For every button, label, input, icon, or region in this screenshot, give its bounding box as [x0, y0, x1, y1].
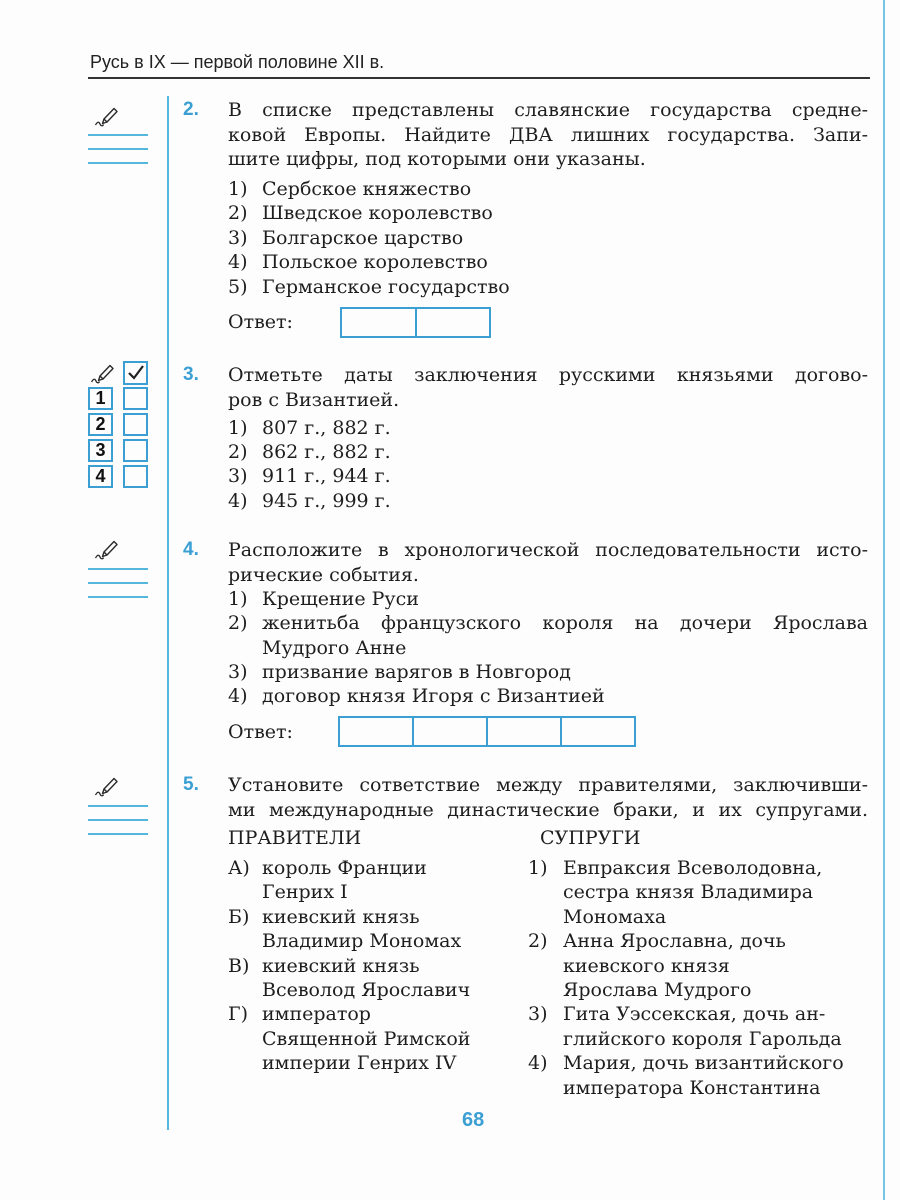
q2-option — [228, 177, 510, 201]
q5-number: 5. — [183, 774, 199, 795]
margin-number-box: 4 — [88, 465, 113, 488]
pencil-icon — [90, 362, 116, 384]
option-number: 5) — [228, 275, 248, 298]
option-text: Мудрого Анне — [262, 636, 407, 659]
answer-cell[interactable] — [488, 718, 562, 745]
option-text: 862 г., 882 г. — [262, 441, 391, 464]
q2-answer-cells — [340, 307, 491, 338]
spouse-item — [528, 1002, 873, 1051]
option-number: 2) — [228, 612, 248, 635]
q3-option — [228, 489, 391, 513]
answer-cell[interactable] — [417, 309, 490, 336]
option-number: 1) — [228, 588, 248, 610]
margin-checkbox[interactable] — [123, 465, 148, 488]
margin-note-line — [88, 134, 148, 136]
option-lines — [262, 660, 571, 684]
item-letter: Б) — [228, 905, 250, 928]
pencil-icon — [94, 105, 120, 127]
q4-prompt — [228, 538, 868, 587]
item-text: сестра князя Владимира — [563, 881, 814, 904]
q2-option — [228, 226, 510, 250]
item-text: Евпраксия Всеволодовна, — [563, 857, 823, 879]
q2-prompt — [228, 98, 868, 172]
margin-number-box: 2 — [88, 413, 113, 436]
margin-checkbox[interactable] — [123, 413, 148, 436]
answer-cell[interactable] — [342, 309, 417, 336]
option-text: договор князя Игоря с Византией — [262, 685, 605, 708]
margin-note-line — [88, 582, 148, 584]
item-lines — [262, 905, 461, 954]
item-text: Мария, дочь византийского — [563, 1052, 844, 1075]
q2-options — [228, 177, 510, 299]
option-lines — [262, 587, 419, 611]
q4-answer-cells — [338, 716, 636, 747]
page-number: 68 — [462, 1109, 485, 1131]
item-text: киевский князь — [262, 954, 420, 977]
option-text: Крещение Руси — [262, 588, 419, 610]
item-letter: Г) — [228, 1003, 248, 1026]
q3-number: 3. — [183, 364, 199, 385]
margin-checkbox[interactable] — [123, 387, 148, 410]
item-number: 2) — [528, 930, 548, 953]
ruler-item — [228, 954, 518, 1003]
item-lines — [563, 1051, 844, 1100]
option-text: Шведское королевство — [262, 202, 493, 225]
option-number: 4) — [228, 685, 248, 708]
item-text: император — [262, 1003, 371, 1026]
margin-number-box: 3 — [88, 439, 113, 462]
rulers-heading: ПРАВИТЕЛИ — [228, 827, 362, 849]
prompt-line: В списке представлены славянские государства средне- — [228, 99, 868, 121]
pencil-icon — [94, 775, 120, 797]
item-text: Владимир Мономах — [262, 930, 462, 953]
margin-note-line — [88, 819, 148, 821]
rulers-column — [228, 856, 518, 1076]
q2-option — [228, 201, 510, 225]
prompt-line: ми международные династические браки, и их супругами. — [228, 798, 868, 821]
item-text: Ярослава Мудрого — [563, 979, 752, 1002]
option-number: 1) — [228, 417, 248, 439]
option-lines — [262, 611, 868, 660]
option-text: 911 г., 944 г. — [262, 465, 391, 488]
q4-option — [228, 587, 868, 611]
header-rule — [88, 77, 870, 79]
q3-options — [228, 416, 391, 513]
q2-option — [228, 250, 510, 274]
item-lines — [563, 856, 822, 929]
ruler-item — [228, 1002, 518, 1075]
prompt-line: шите цифры, под которыми они указаны. — [228, 148, 646, 170]
item-text: глийского короля Гарольда — [563, 1027, 842, 1050]
q4-options — [228, 587, 868, 708]
item-text: Мономаха — [563, 905, 667, 928]
option-text: 945 г., 999 г. — [262, 489, 391, 512]
answer-cell[interactable] — [414, 718, 488, 745]
option-text: женитьба французского короля на дочери Ярослава — [262, 612, 868, 635]
prompt-line: Установите сответствие между правителями, заключивши- — [228, 774, 868, 796]
item-text: король Франции — [262, 857, 427, 879]
q4-number: 4. — [183, 539, 199, 560]
page-header-title: Русь в IX — первой половине XII в. — [90, 52, 385, 72]
margin-note-line — [88, 162, 148, 164]
item-text: киевского князя — [563, 954, 730, 977]
item-number: 3) — [528, 1003, 548, 1026]
item-text: Генрих I — [262, 881, 348, 904]
margin-divider — [167, 96, 169, 1130]
item-lines — [262, 1002, 470, 1075]
item-lines — [563, 929, 786, 1002]
item-lines — [262, 954, 470, 1003]
item-text: Священной Римской — [262, 1027, 471, 1050]
page-edge-stripe — [883, 0, 885, 1200]
q2-option — [228, 275, 510, 299]
pencil-icon — [94, 538, 120, 560]
q3-option — [228, 416, 391, 440]
prompt-line: ров с Византией. — [228, 388, 400, 411]
item-text: киевский князь — [262, 905, 420, 928]
option-number: 4) — [228, 489, 248, 512]
option-number: 3) — [228, 660, 248, 683]
option-text: призвание варягов в Новгород — [262, 660, 571, 683]
prompt-line: Отметьте даты заключения русскими князьями догово- — [228, 364, 868, 386]
item-text: Анна Ярославна, дочь — [563, 930, 786, 953]
margin-checkbox[interactable] — [123, 439, 148, 462]
q4-answer-label: Ответ: — [228, 721, 293, 743]
spouse-item — [528, 856, 873, 929]
item-number: 4) — [528, 1052, 548, 1075]
ruler-item — [228, 905, 518, 954]
q2-number: 2. — [183, 99, 199, 120]
item-lines — [262, 856, 427, 905]
spouse-item — [528, 929, 873, 1002]
option-text: Германское государство — [262, 275, 510, 298]
margin-note-line — [88, 148, 148, 150]
spouses-heading: СУПРУГИ — [540, 827, 641, 849]
option-number: 3) — [228, 226, 248, 249]
spouse-item — [528, 1051, 873, 1100]
q5-prompt — [228, 773, 868, 822]
ruler-item — [228, 856, 518, 905]
margin-note-line — [88, 568, 148, 570]
item-number: 1) — [528, 857, 548, 879]
prompt-line: ковой Европы. Найдите ДВА лишних государства. Запи- — [228, 123, 868, 146]
margin-header-checkbox[interactable] — [123, 361, 148, 385]
prompt-line: Расположите в хронологической последовательности исто- — [228, 539, 868, 561]
q3-prompt — [228, 363, 868, 412]
margin-number-box: 1 — [88, 387, 113, 410]
item-lines — [563, 1002, 842, 1051]
option-number: 4) — [228, 251, 248, 274]
item-letter: В) — [228, 954, 250, 977]
answer-cell[interactable] — [340, 718, 414, 745]
option-text: 807 г., 882 г. — [262, 417, 391, 439]
spouses-column — [528, 856, 873, 1100]
margin-note-line — [88, 833, 148, 835]
q4-option — [228, 684, 868, 708]
q4-option — [228, 660, 868, 684]
checkmark-icon — [126, 364, 145, 382]
option-text: Сербское княжество — [262, 178, 472, 200]
margin-note-line — [88, 805, 148, 807]
answer-cell[interactable] — [562, 718, 634, 745]
option-number: 3) — [228, 465, 248, 488]
item-text: императора Константина — [563, 1076, 821, 1099]
q4-option — [228, 611, 868, 660]
option-text: Польское королевство — [262, 251, 488, 274]
item-text: Всеволод Ярославич — [262, 979, 471, 1002]
q3-option — [228, 440, 391, 464]
q2-answer-label: Ответ: — [228, 311, 293, 333]
prompt-line: рические события. — [228, 563, 419, 586]
option-number: 2) — [228, 202, 248, 225]
option-text: Болгарское царство — [262, 226, 464, 249]
option-number: 1) — [228, 178, 248, 200]
item-text: империи Генрих IV — [262, 1052, 457, 1075]
margin-note-line — [88, 596, 148, 598]
item-text: Гита Уэссекская, дочь ан- — [563, 1003, 826, 1026]
item-letter: А) — [228, 857, 250, 879]
option-lines — [262, 684, 605, 708]
option-number: 2) — [228, 441, 248, 464]
q3-option — [228, 464, 391, 488]
